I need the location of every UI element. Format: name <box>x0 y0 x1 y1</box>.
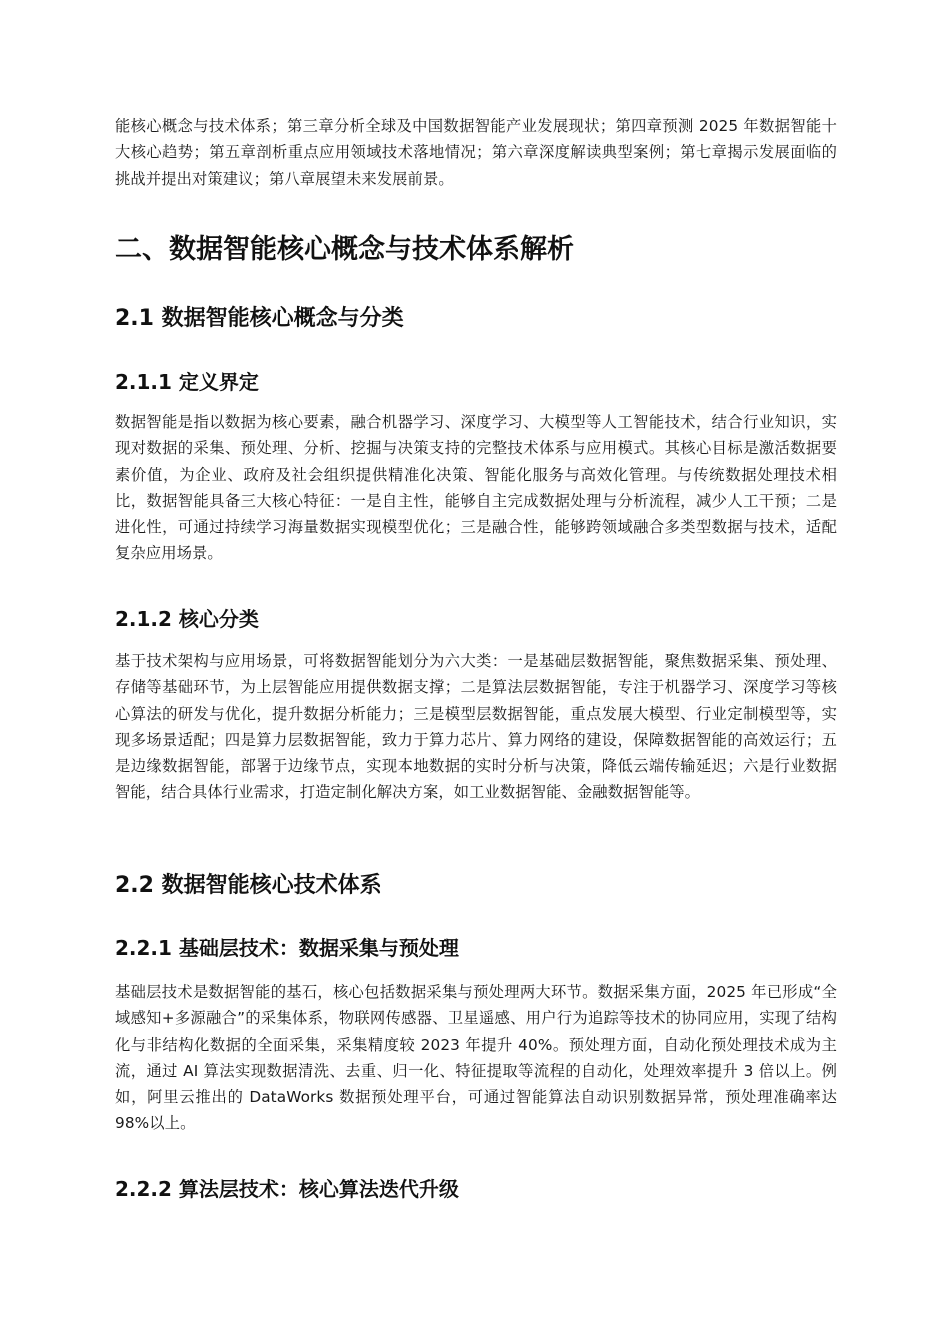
section-2-1-2-paragraph: 基于技术架构与应用场景，可将数据智能划分为六大类：一是基础层数据智能，聚焦数据采集、预处理、存储等基础环节，为上层智能应用提供数据支撑；二是算法层数据智能，专注于机器学习、深度学习等核心算法的研发与优化，提升数据分析能力；三是模型层数据智能，重点发展大模型、行业定制模型等，实现多场景适配；四是算力层数据智能，致力于算力芯片、算力网络的建设，保障数据智能的高效运行；五是边缘数据智能，部署于边缘节点，实现本地数据的实时分析与决策，降低云端传输延迟；六是行业数据智能，结合具体行业需求，打造定制化解决方案，如工业数据智能、金融数据智能等。 <box>115 652 837 802</box>
section-2-1-heading: 2.1 数据智能核心概念与分类 <box>115 306 404 331</box>
section-2-2-heading: 2.2 数据智能核心技术体系 <box>115 873 382 898</box>
chapter-2-heading: 二、数据智能核心概念与技术体系解析 <box>115 234 574 265</box>
section-2-1-1-paragraph: 数据智能是指以数据为核心要素，融合机器学习、深度学习、大模型等人工智能技术，结合行业知识，实现对数据的采集、预处理、分析、挖掘与决策支持的完整技术体系与应用模式。其核心目标是激活数据要素价值，为企业、政府及社会组织提供精准化决策、智能化服务与高效化管理。与传统数据处理技术相比，数据智能具备三大核心特征：一是自主性，能够自主完成数据处理与分析流程，减少人工干预；二是进化性，可通过持续学习海量数据实现模型优化；三是融合性，能够跨领域融合多类型数据与技术，适配复杂应用场景。 <box>115 413 837 563</box>
section-2-2-1-paragraph: 基础层技术是数据智能的基石，核心包括数据采集与预处理两大环节。数据采集方面，2025 年已形成“全域感知+多源融合”的采集体系，物联网传感器、卫星遥感、用户行为追踪等技术的协同应用，实现了结构化与非结构化数据的全面采集，采集精度较 2023 年提升 40%。预处理方面，自动化预处理技术成为主流，通过 AI 算法实现数据清洗、去重、归一化、特征提取等流程的自动化，处理效率提升 3 倍以上。例如，阿里云推出的 DataWorks 数据预处理平台，可通过智能算法自动识别数据异常，预处理准确率达 98%以上。 <box>115 983 837 1133</box>
section-2-2-2-heading: 2.2.2 算法层技术：核心算法迭代升级 <box>115 1177 459 1201</box>
section-2-1-2-heading: 2.1.2 核心分类 <box>115 607 259 631</box>
intro-paragraph: 能核心概念与技术体系；第三章分析全球及中国数据智能产业发展现状；第四章预测 2025 年数据智能十大核心趋势；第五章剖析重点应用领域技术落地情况；第六章深度解读典型案例；第七章揭示发展面临的挑战并提出对策建议；第八章展望未来发展前景。 <box>115 117 837 188</box>
section-2-2-1-heading: 2.2.1 基础层技术：数据采集与预处理 <box>115 936 459 960</box>
section-2-1-1-heading: 2.1.1 定义界定 <box>115 370 259 394</box>
